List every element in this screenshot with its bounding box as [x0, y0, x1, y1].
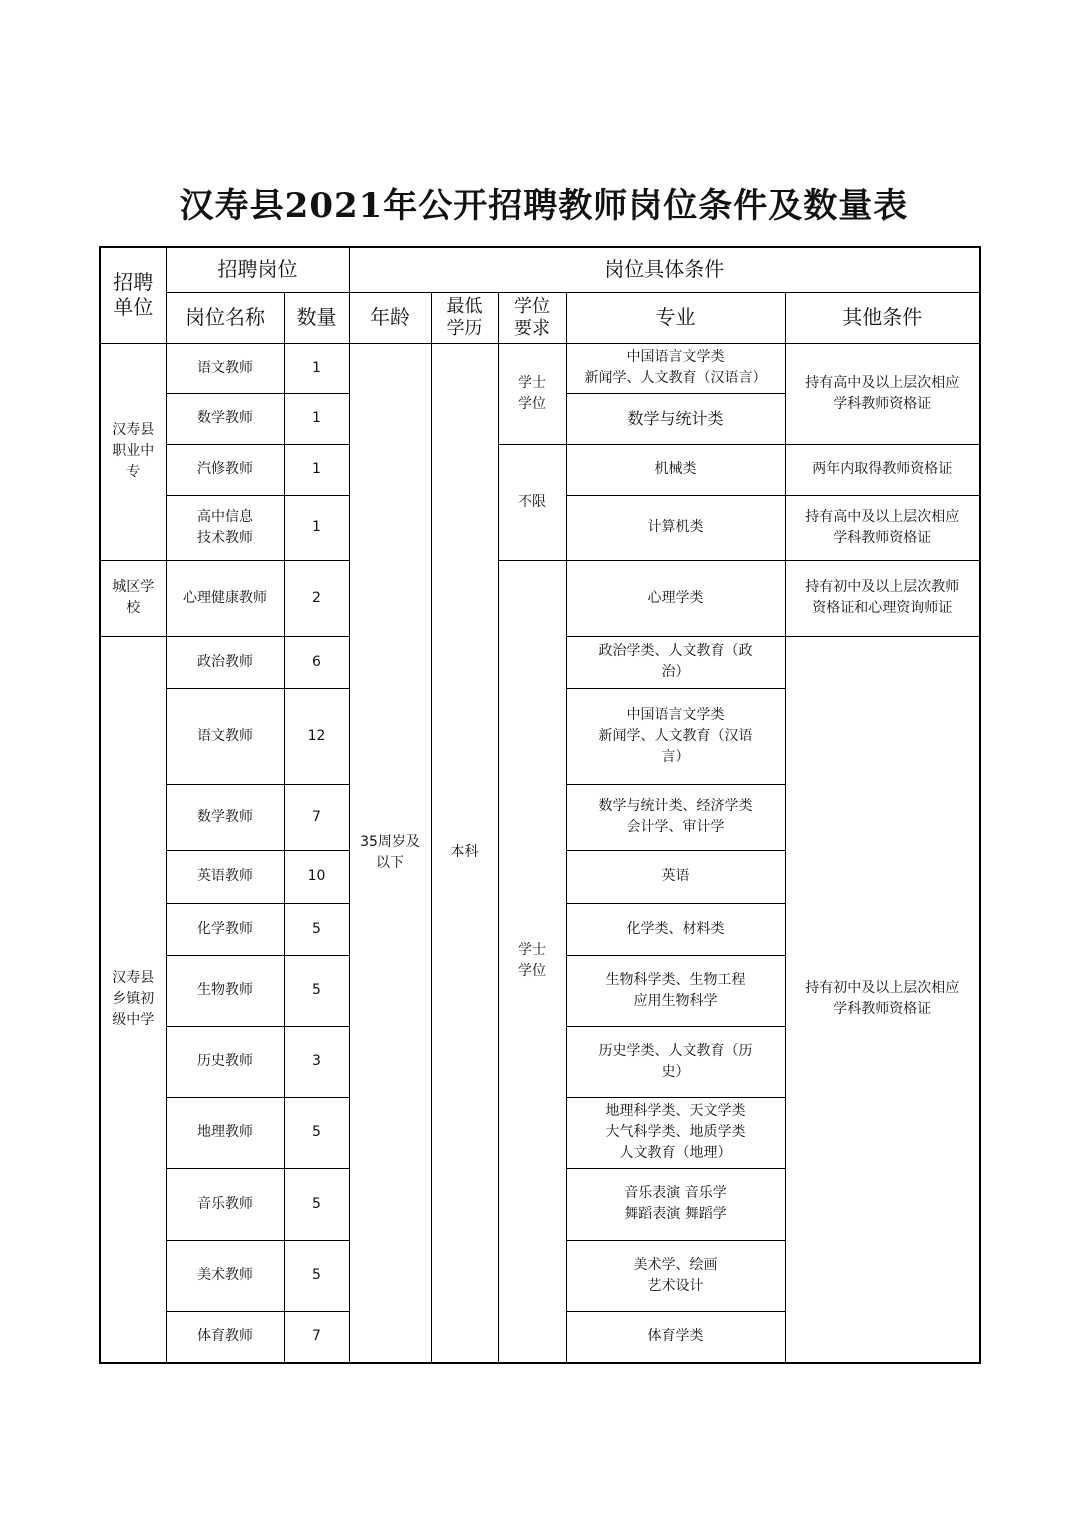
- post-cell: 心理健康教师: [166, 560, 284, 636]
- count-cell: 1: [284, 343, 349, 393]
- count-cell: 7: [284, 1311, 349, 1363]
- post-cell: 历史教师: [166, 1026, 284, 1097]
- major-cell: 化学类、材料类: [566, 903, 785, 955]
- major-cell: 数学与统计类、经济学类 会计学、审计学: [566, 784, 785, 850]
- major-cell: 计算机类: [566, 495, 785, 560]
- unit-cell: 汉寿县 职业中 专: [100, 343, 166, 560]
- major-cell: 政治学类、人文教育（政 治）: [566, 636, 785, 688]
- other-cell: 持有初中及以上层次教师 资格证和心理资询师证: [785, 560, 980, 636]
- post-cell: 化学教师: [166, 903, 284, 955]
- count-cell: 12: [284, 688, 349, 784]
- count-cell: 6: [284, 636, 349, 688]
- other-cell: 持有初中及以上层次相应 学科教师资格证: [785, 636, 980, 1363]
- table-row: [100, 343, 980, 393]
- recruitment-table: [99, 246, 981, 1364]
- major-cell: 音乐表演 音乐学 舞蹈表演 舞蹈学: [566, 1168, 785, 1240]
- header-age: 年龄: [349, 292, 431, 343]
- count-cell: 5: [284, 903, 349, 955]
- post-cell: 地理教师: [166, 1097, 284, 1168]
- header-post-name: 岗位名称: [166, 292, 284, 343]
- count-cell: 10: [284, 850, 349, 903]
- other-cell: 持有高中及以上层次相应 学科教师资格证: [785, 343, 980, 444]
- post-cell: 数学教师: [166, 393, 284, 444]
- post-cell: 音乐教师: [166, 1168, 284, 1240]
- major-cell: 机械类: [566, 444, 785, 495]
- count-cell: 1: [284, 444, 349, 495]
- count-cell: 5: [284, 955, 349, 1026]
- education-cell: 本科: [431, 343, 498, 1363]
- major-cell: 历史学类、人文教育（历 史）: [566, 1026, 785, 1097]
- major-cell: 美术学、绘画 艺术设计: [566, 1240, 785, 1311]
- age-cell: 35周岁及 以下: [349, 343, 431, 1363]
- post-cell: 语文教师: [166, 688, 284, 784]
- major-cell: 体育学类: [566, 1311, 785, 1363]
- other-cell: 持有高中及以上层次相应 学科教师资格证: [785, 495, 980, 560]
- header-major: 专业: [566, 292, 785, 343]
- degree-cell: 学士 学位: [498, 343, 566, 444]
- post-cell: 美术教师: [166, 1240, 284, 1311]
- post-cell: 高中信息 技术教师: [166, 495, 284, 560]
- degree-cell: 学士 学位: [498, 560, 566, 1363]
- post-cell: 汽修教师: [166, 444, 284, 495]
- count-cell: 2: [284, 560, 349, 636]
- post-cell: 语文教师: [166, 343, 284, 393]
- post-cell: 政治教师: [166, 636, 284, 688]
- unit-cell: 城区学 校: [100, 560, 166, 636]
- major-cell: 英语: [566, 850, 785, 903]
- header-conditions-group: 岗位具体条件: [349, 247, 980, 292]
- header-min-education: 最低 学历: [431, 292, 498, 343]
- count-cell: 1: [284, 393, 349, 444]
- post-cell: 生物教师: [166, 955, 284, 1026]
- table-row: [100, 560, 980, 636]
- count-cell: 3: [284, 1026, 349, 1097]
- header-other: 其他条件: [785, 292, 980, 343]
- table-row: [100, 444, 980, 495]
- other-cell: 两年内取得教师资格证: [785, 444, 980, 495]
- major-cell: 中国语言文学类 新闻学、人文教育（汉语 言）: [566, 688, 785, 784]
- degree-cell: 不限: [498, 444, 566, 560]
- post-cell: 体育教师: [166, 1311, 284, 1363]
- post-cell: 数学教师: [166, 784, 284, 850]
- count-cell: 1: [284, 495, 349, 560]
- major-cell: 中国语言文学类 新闻学、人文教育（汉语言）: [566, 343, 785, 393]
- header-unit: 招聘 单位: [100, 247, 166, 343]
- page-title: 汉寿县2021年公开招聘教师岗位条件及数量表: [179, 186, 909, 226]
- header-degree: 学位 要求: [498, 292, 566, 343]
- major-cell: 地理科学类、天文学类 大气科学类、地质学类 人文教育（地理）: [566, 1097, 785, 1168]
- header-post-group: 招聘岗位: [166, 247, 349, 292]
- count-cell: 5: [284, 1168, 349, 1240]
- major-cell: 心理学类: [566, 560, 785, 636]
- header-count: 数量: [284, 292, 349, 343]
- count-cell: 5: [284, 1097, 349, 1168]
- major-cell: 数学与统计类: [566, 393, 785, 444]
- post-cell: 英语教师: [166, 850, 284, 903]
- count-cell: 7: [284, 784, 349, 850]
- unit-cell: 汉寿县 乡镇初 级中学: [100, 636, 166, 1363]
- count-cell: 5: [284, 1240, 349, 1311]
- major-cell: 生物科学类、生物工程 应用生物科学: [566, 955, 785, 1026]
